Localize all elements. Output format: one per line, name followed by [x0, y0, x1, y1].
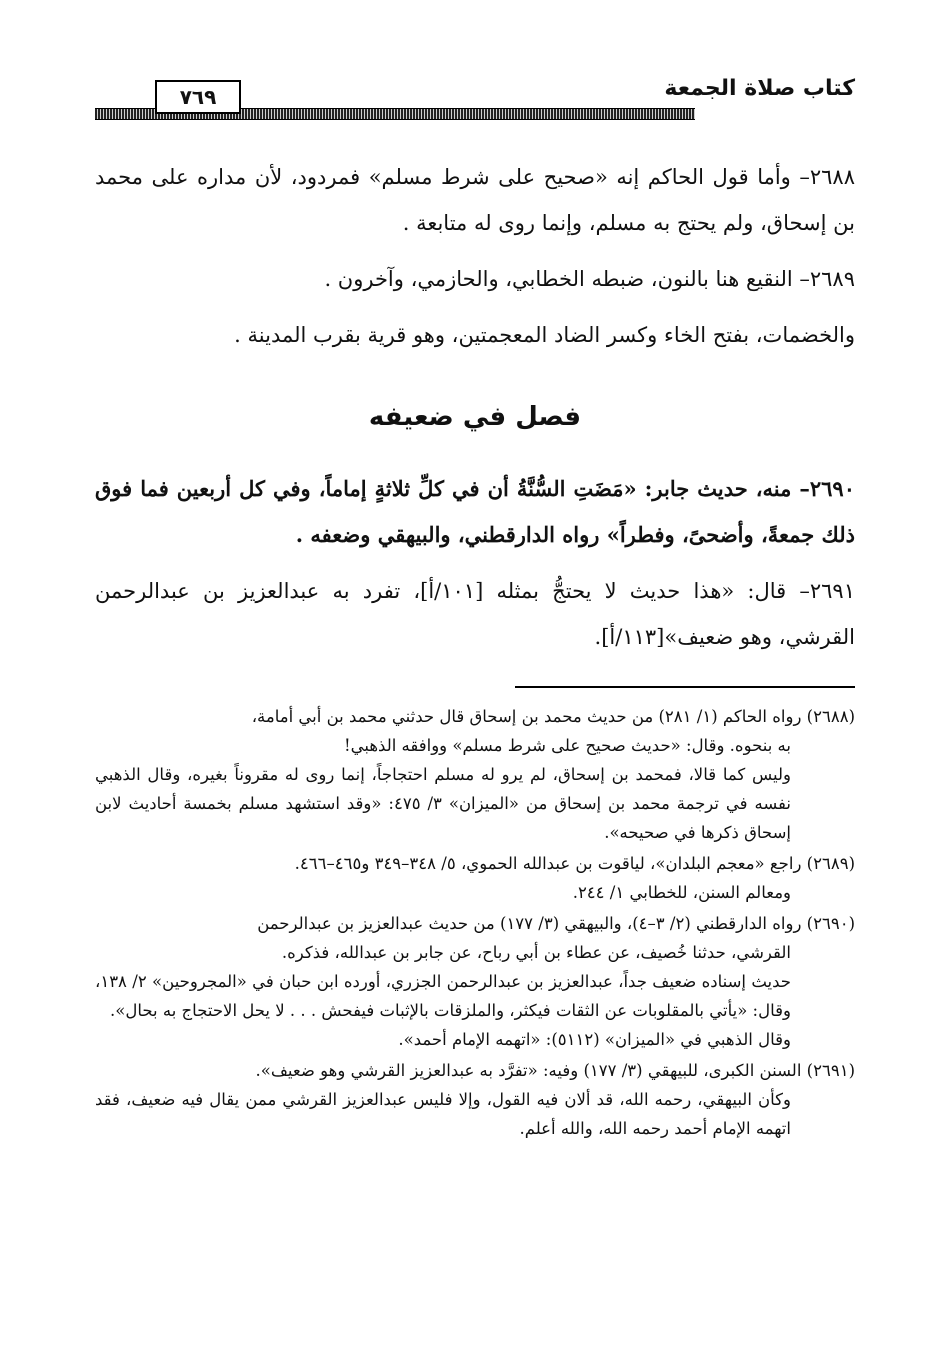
paragraph-2689: ٢٦٨٩– النقيع هنا بالنون، ضبطه الخطابي، والحازمي، وآخرون .: [324, 267, 855, 291]
footnote-line: به بنحوه. وقال: «حديث صحيح على شرط مسلم» ووافقه الذهبي!: [343, 736, 791, 755]
section-heading: فصل في ضعيفه: [368, 402, 582, 432]
paragraph-2690: ٢٦٩٠– منه، حديث جابر: «مَضَتِ السُّنَّةُ أن في كلِّ ثلاثةٍ إماماً، وفي كل أربعين فما فوق ذلك جمعةً، وأضحىً، وفطراً» رواه الدارقطني، والبيهقي وضعفه .: [95, 476, 855, 547]
footnote-line: ومعالم السنن، للخطابي ١/ ٢٤٤.: [572, 883, 791, 902]
footnote-line: وليس كما قالا، فمحمد بن إسحاق، لم يرو له مسلم احتجاجاً، إنما روى له مقروناً بغيره، وقال الذهبي نفسه في ترجمة محمد بن إسحاق من «الميزان» ٣/ ٤٧٥: «وقد استشهد مسلم بخمسة أحاديث لابن إسحاق ذكرها في صحيحه».: [95, 765, 791, 842]
paragraph-2688: ٢٦٨٨– وأما قول الحاكم إنه «صحيح على شرط مسلم» فمردود، لأن مداره على محمد بن إسحاق، ولم يحتج به مسلم، وإنما روى له متابعة .: [95, 165, 855, 235]
footnote-2690: [95, 909, 855, 1054]
paragraph-khadimat: والخضمات، بفتح الخاء وكسر الضاد المعجمتين، وهو قرية بقرب المدينة .: [234, 323, 855, 347]
page-number: ٧٦٩: [155, 80, 241, 114]
footnote-2688: [95, 702, 855, 847]
footnote-line: (٢٦٩٠) رواه الدارقطني (٢/ ٣–٤)، والبيهقي (٣/ ١٧٧) من حديث عبدالعزيز بن عبدالرحمن: [257, 914, 855, 933]
paragraph-2691: ٢٦٩١– قال: «هذا حديث لا يحتجُّ بمثله [١٠١/أ]، تفرد به عبدالعزيز بن عبدالرحمن القرشي، وهو ضعيف»[١١٣/أ].: [95, 579, 855, 649]
document-page: [95, 68, 855, 1145]
footnote-line: (٢٦٨٨) رواه الحاكم (١/ ٢٨١) من حديث محمد بن إسحاق قال حدثني محمد بن أبي أمامة،: [251, 707, 855, 726]
main-text: [95, 154, 855, 660]
footnote-2691: [95, 1056, 855, 1143]
book-title: كتاب صلاة الجمعة: [664, 76, 855, 101]
footnote-line: (٢٦٩١) السنن الكبرى، للبيهقي (٣/ ١٧٧) وفيه: «تفرَّد به عبدالعزيز القرشي وهو ضعيف».: [255, 1061, 855, 1080]
footnote-line: وقال الذهبي في «الميزان» (٥١١٢): «اتهمه الإمام أحمد».: [398, 1030, 791, 1049]
page-header: [95, 68, 855, 120]
footnotes: [95, 702, 855, 1143]
footnote-2689: [95, 849, 855, 907]
footnote-line: حديث إسناده ضعيف جداً، عبدالعزيز بن عبدالرحمن الجزري، أورده ابن حبان في «المجروحين» ٢/ ١٣٨، وقال: «يأتي بالمقلوبات عن الثقات فيكثر، والملزقات بالإثبات فيفحش . . . لا يحل الاحتجاج به بحال».: [95, 972, 791, 1020]
footnote-line: (٢٦٨٩) راجع «معجم البلدان»، لياقوت بن عبدالله الحموي، ٥/ ٣٤٨–٣٤٩ و٤٦٥–٤٦٦.: [294, 854, 855, 873]
footnote-line: وكأن البيهقي، رحمه الله، قد ألان فيه القول، وإلا فليس عبدالعزيز القرشي ممن يقال فيه ضعيف، فقد اتهمه الإمام أحمد رحمه الله، والله أعلم.: [95, 1090, 791, 1138]
footnote-divider: [515, 686, 855, 688]
footnote-line: القرشي، حدثنا خُصيف، عن عطاء بن أبي رباح، عن جابر بن عبدالله، فذكره.: [281, 943, 791, 962]
